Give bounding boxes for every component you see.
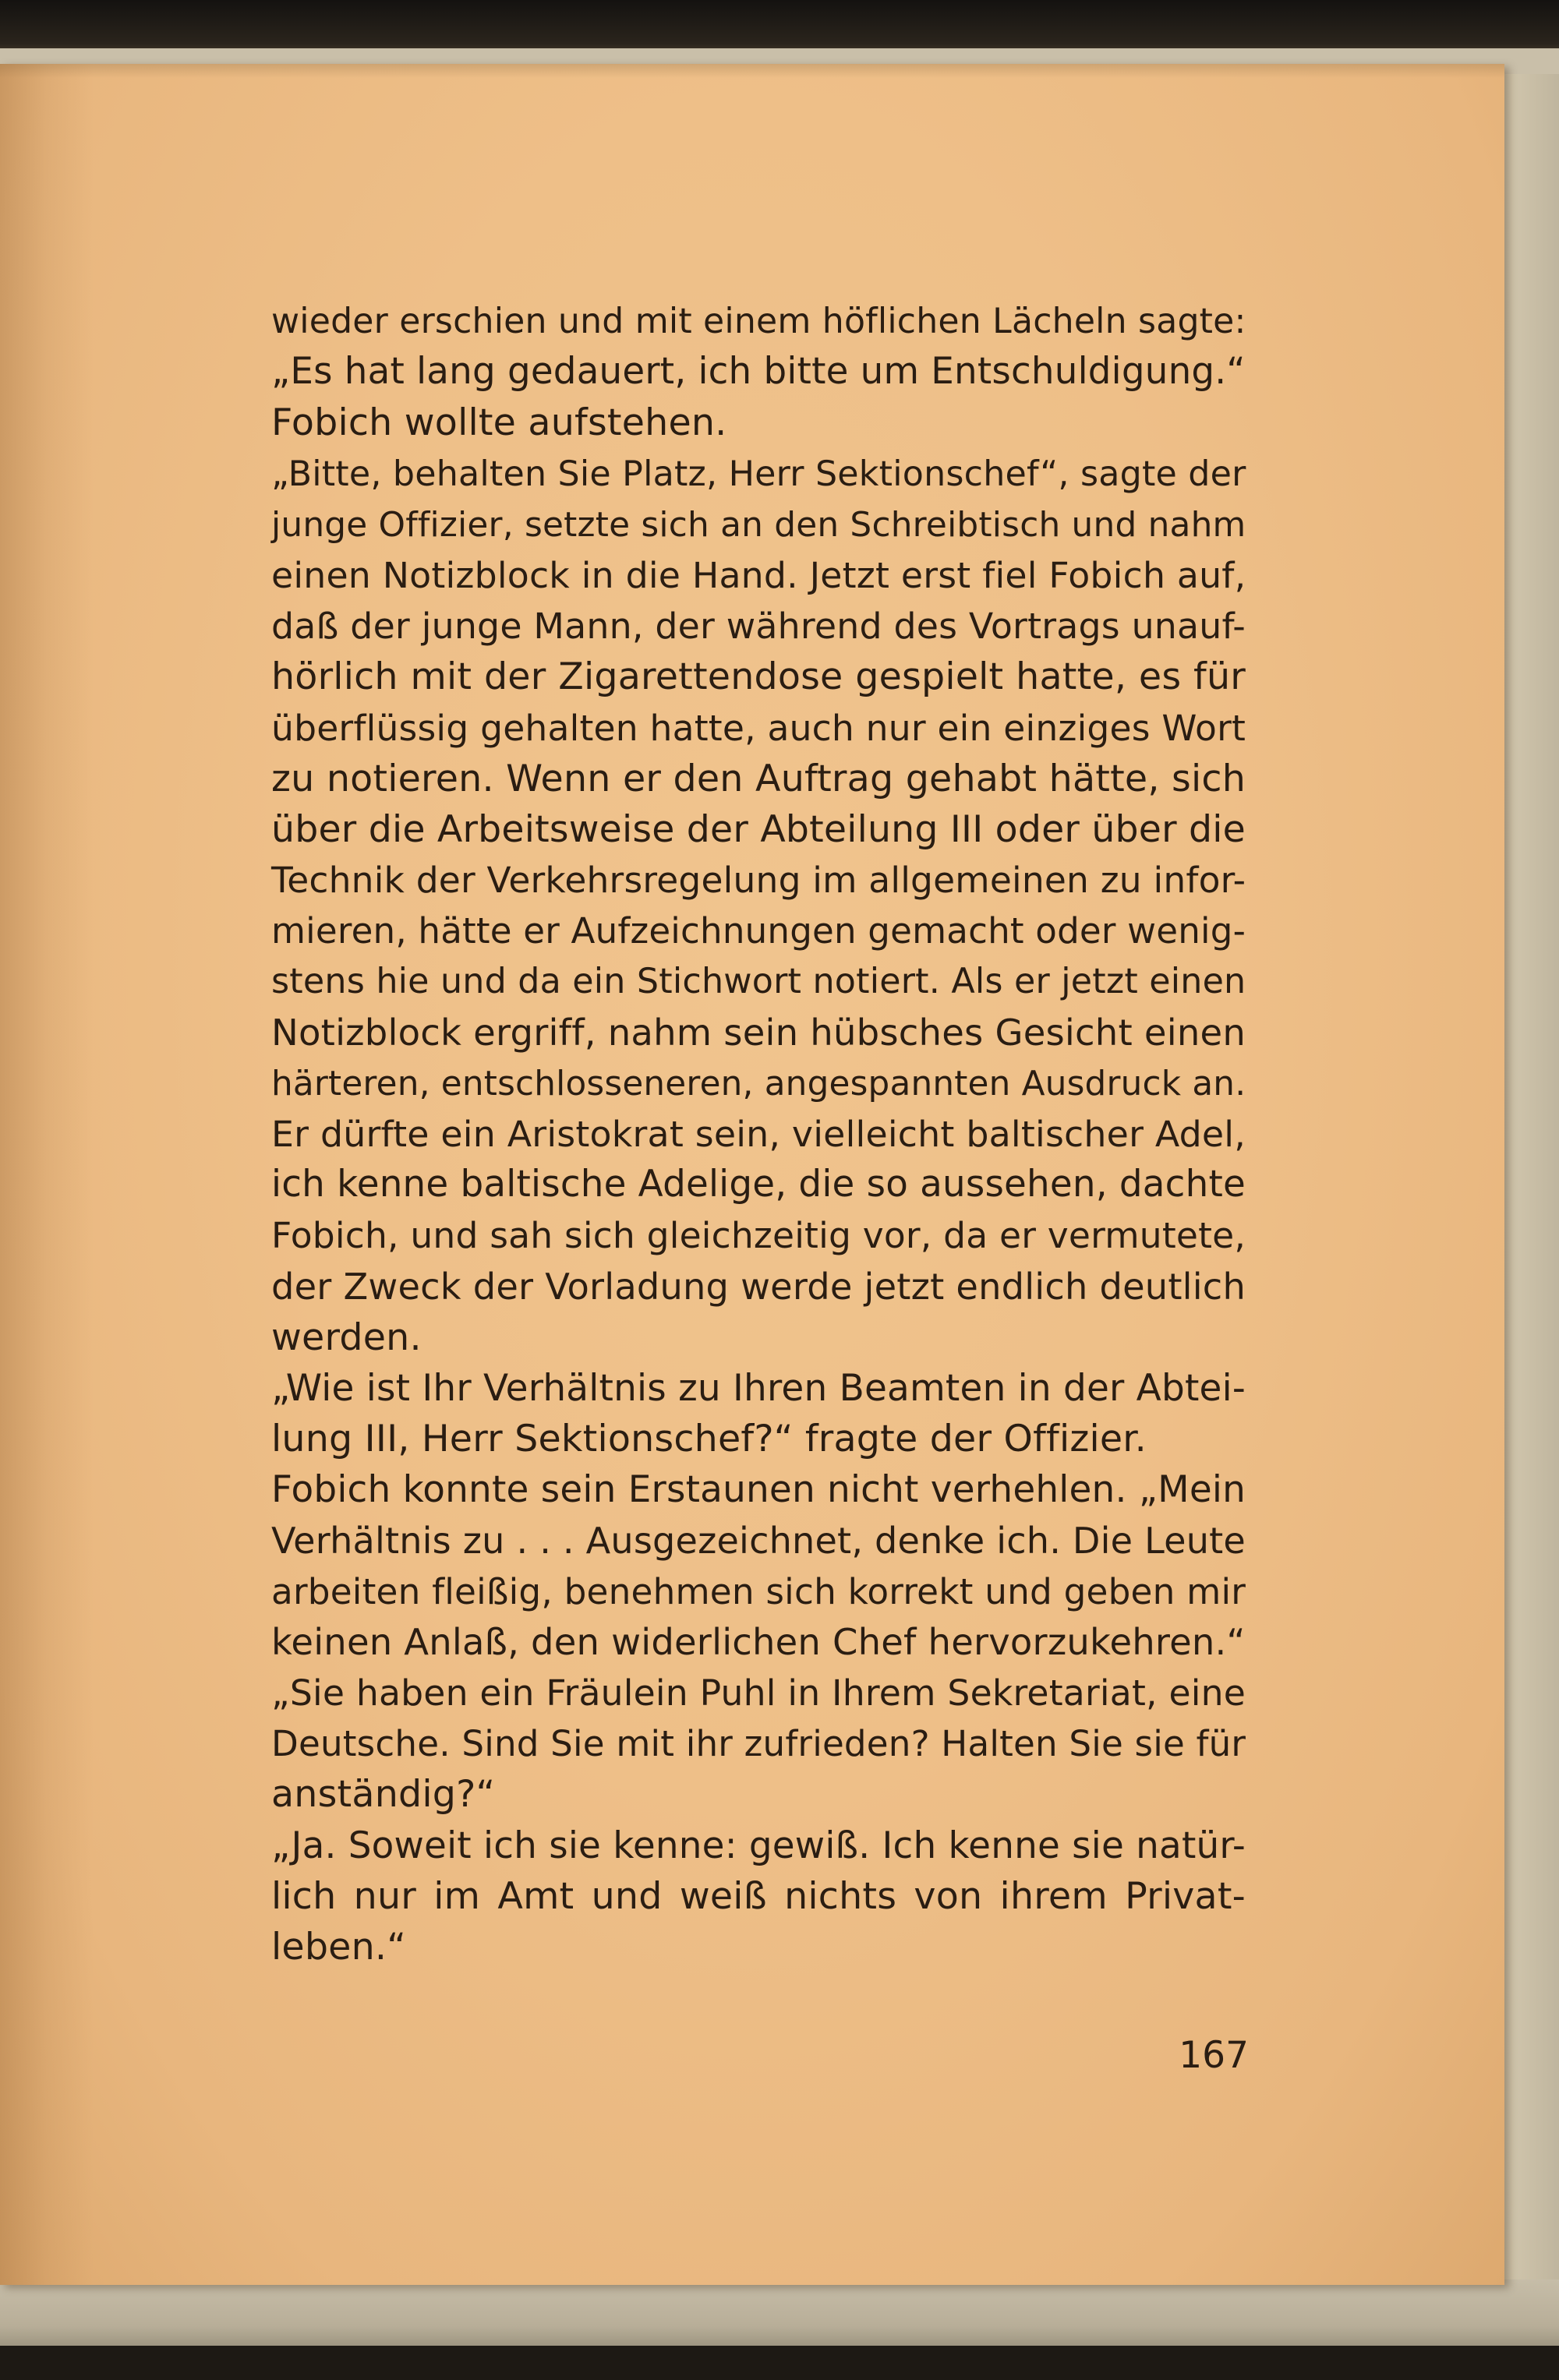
text-line: leben.“ <box>271 1926 407 1969</box>
text-line: lung III, Herr Sektionschef?“ fragte der Offizier. <box>271 1418 1147 1461</box>
body-text <box>271 296 1246 1972</box>
text-line: über die Arbeitsweise der Abteilung III oder über die <box>271 807 1246 851</box>
text-line: Technik der Verkehrsregelung im allgemeinen zu infor- <box>271 860 1246 902</box>
text-line: Notizblock ergriff, nahm sein hübsches Gesicht einen <box>271 1011 1246 1054</box>
text-line: lich nur im Amt und weiß nichts von ihrem Privat- <box>271 1874 1246 1918</box>
text-line: überflüssig gehalten hatte, auch nur ein einziges Wort <box>271 707 1246 749</box>
text-line: junge Offizier, setzte sich an den Schreibtisch und nahm <box>271 504 1246 545</box>
text-line: Fobich konnte sein Erstaunen nicht verhehlen. „Mein <box>271 1468 1246 1512</box>
page-gutter-shadow <box>0 64 94 2285</box>
scanner-bottom-edge <box>0 2346 1559 2380</box>
text-line: Verhältnis zu . . . Ausgezeichnet, denke ich. Die Leute <box>271 1519 1246 1562</box>
text-line: daß der junge Mann, der während des Vortrags unauf- <box>271 605 1246 648</box>
text-line: wieder erschien und mit einem höflichen Lächeln sagte: <box>271 302 1246 341</box>
text-line: Er dürfte ein Aristokrat sein, vielleicht baltischer Adel, <box>271 1113 1246 1155</box>
text-line: zu notieren. Wenn er den Auftrag gehabt hätte, sich <box>271 757 1246 800</box>
text-line: härteren, entschlosseneren, angespannten Ausdruck an. <box>271 1063 1246 1103</box>
text-line: „Es hat lang gedauert, ich bitte um Entschuldigung.“ <box>271 351 1246 394</box>
text-line: der Zweck der Vorladung werde jetzt endlich deutlich <box>271 1265 1246 1308</box>
text-line: „Wie ist Ihr Verhältnis zu Ihren Beamten in der Abtei- <box>271 1366 1246 1410</box>
page-top-shadow <box>0 64 1504 78</box>
text-line: anständig?“ <box>271 1773 496 1817</box>
text-line: ich kenne baltische Adelige, die so aussehen, dachte <box>271 1164 1246 1206</box>
text-line: „Sie haben ein Fräulein Puhl in Ihrem Sekretariat, eine <box>271 1672 1246 1714</box>
text-line: Fobich, und sah sich gleichzeitig vor, da er vermutete, <box>271 1215 1246 1257</box>
text-line: Fobich wollte aufstehen. <box>271 401 727 445</box>
text-line: werden. <box>271 1315 422 1359</box>
text-line: hörlich mit der Zigarettendose gespielt hatte, es für <box>271 655 1246 699</box>
text-line: arbeiten fleißig, benehmen sich korrekt und geben mir <box>271 1570 1246 1612</box>
text-line: keinen Anlaß, den widerlichen Chef hervorzukehren.“ <box>271 1620 1246 1663</box>
text-line: Deutsche. Sind Sie mit ihr zufrieden? Halten Sie sie für <box>271 1723 1246 1765</box>
text-line: „Ja. Soweit ich sie kenne: gewiß. Ich kenne sie natür- <box>271 1824 1246 1867</box>
text-line: stens hie und da ein Stichwort notiert. Als er jetzt einen <box>271 962 1246 1002</box>
page-number: 167 <box>1179 2034 1249 2077</box>
text-line: „Bitte, behalten Sie Platz, Herr Sektionschef“, sagte der <box>271 454 1246 494</box>
text-line: mieren, hätte er Aufzeichnungen gemacht oder wenig- <box>271 910 1246 952</box>
text-line: einen Notizblock in die Hand. Jetzt erst fiel Fobich auf, <box>271 554 1246 596</box>
